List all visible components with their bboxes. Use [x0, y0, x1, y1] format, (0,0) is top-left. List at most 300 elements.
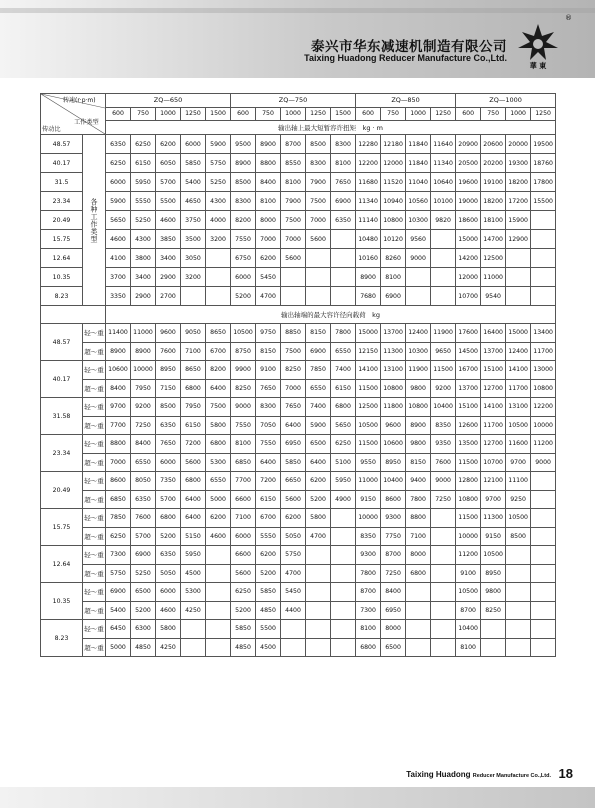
- torque-value-cell: 6350: [106, 135, 131, 154]
- torque-value-cell: 4600: [156, 211, 181, 230]
- radial-value-cell: 5200: [231, 601, 256, 620]
- radial-value-cell: 7100: [406, 527, 431, 546]
- radial-value-cell: 6200: [306, 472, 331, 491]
- radial-value-cell: 7050: [256, 416, 281, 435]
- torque-value-cell: [331, 249, 356, 268]
- radial-ratio-cell: 12.64: [41, 546, 83, 583]
- torque-value-cell: 20900: [456, 135, 481, 154]
- torque-value-cell: 12180: [381, 135, 406, 154]
- radial-value-cell: 11300: [481, 509, 506, 528]
- radial-value-cell: 5200: [156, 527, 181, 546]
- load-type-cell: 超～重: [83, 416, 106, 435]
- torque-value-cell: [531, 211, 556, 230]
- corner-ratio-label: 传动比: [42, 126, 61, 133]
- radial-value-cell: 12400: [506, 342, 531, 361]
- torque-value-cell: 8500: [306, 135, 331, 154]
- radial-value-cell: 5850: [281, 453, 306, 472]
- radial-value-cell: 11500: [356, 379, 381, 398]
- radial-value-cell: 9100: [256, 361, 281, 380]
- radial-value-cell: 7100: [231, 509, 256, 528]
- torque-value-cell: 10480: [356, 230, 381, 249]
- radial-value-cell: 10500: [456, 583, 481, 602]
- torque-value-cell: 12500: [481, 249, 506, 268]
- torque-value-cell: 15900: [506, 211, 531, 230]
- radial-value-cell: 10500: [506, 416, 531, 435]
- torque-value-cell: 19500: [531, 135, 556, 154]
- radial-value-cell: [431, 546, 456, 565]
- radial-value-cell: 8650: [181, 361, 206, 380]
- torque-value-cell: 11840: [406, 135, 431, 154]
- footer-company-main: Taixing Huadong: [406, 770, 471, 779]
- radial-value-cell: 10400: [456, 620, 481, 639]
- speed-header: 750: [381, 107, 406, 121]
- radial-value-cell: 15100: [456, 398, 481, 417]
- radial-value-cell: 4500: [256, 638, 281, 657]
- radial-value-cell: 6900: [306, 342, 331, 361]
- radial-value-cell: 9000: [231, 398, 256, 417]
- torque-value-cell: 3800: [131, 249, 156, 268]
- registered-mark: ®: [565, 14, 572, 22]
- torque-value-cell: 8700: [281, 135, 306, 154]
- speed-header: 600: [231, 107, 256, 121]
- radial-value-cell: 8150: [406, 453, 431, 472]
- radial-value-cell: 9700: [481, 490, 506, 509]
- torque-value-cell: 10300: [406, 211, 431, 230]
- radial-value-cell: 10800: [381, 379, 406, 398]
- radial-value-cell: 13700: [481, 342, 506, 361]
- radial-value-cell: 17600: [456, 324, 481, 343]
- corner-speed-label: 转速(r·p·m): [63, 97, 96, 104]
- radial-value-cell: 6400: [281, 416, 306, 435]
- radial-value-cell: [506, 583, 531, 602]
- logo-text: 華 東: [529, 62, 547, 70]
- radial-value-cell: [506, 546, 531, 565]
- torque-value-cell: 12000: [456, 268, 481, 287]
- torque-value-cell: 6000: [106, 173, 131, 192]
- radial-value-cell: 6800: [206, 435, 231, 454]
- radial-value-cell: 13100: [506, 398, 531, 417]
- radial-value-cell: 8150: [256, 342, 281, 361]
- radial-ratio-cell: 20.49: [41, 472, 83, 509]
- radial-value-cell: 5400: [106, 601, 131, 620]
- load-type-cell: 轻～重: [83, 472, 106, 491]
- torque-value-cell: 3700: [106, 268, 131, 287]
- torque-value-cell: 3200: [181, 268, 206, 287]
- radial-value-cell: 7600: [431, 453, 456, 472]
- radial-value-cell: 7550: [231, 416, 256, 435]
- torque-value-cell: 4700: [256, 287, 281, 306]
- radial-value-cell: 7400: [331, 361, 356, 380]
- torque-value-cell: 5700: [156, 173, 181, 192]
- torque-value-cell: 8260: [381, 249, 406, 268]
- radial-value-cell: 10700: [481, 453, 506, 472]
- radial-value-cell: [531, 620, 556, 639]
- footer-company: [406, 770, 551, 779]
- radial-value-cell: 5850: [231, 620, 256, 639]
- radial-value-cell: 12100: [481, 472, 506, 491]
- radial-ratio-cell: 40.17: [41, 361, 83, 398]
- torque-value-cell: 8000: [256, 211, 281, 230]
- radial-value-cell: 7850: [106, 509, 131, 528]
- radial-value-cell: 16400: [481, 324, 506, 343]
- speed-header: 1250: [531, 107, 556, 121]
- radial-value-cell: [331, 546, 356, 565]
- torque-value-cell: [531, 230, 556, 249]
- torque-value-cell: 3400: [156, 249, 181, 268]
- torque-value-cell: 4300: [131, 230, 156, 249]
- torque-value-cell: [431, 268, 456, 287]
- radial-value-cell: [431, 509, 456, 528]
- radial-value-cell: 7800: [356, 564, 381, 583]
- radial-value-cell: 7150: [156, 379, 181, 398]
- radial-value-cell: 8500: [156, 398, 181, 417]
- radial-value-cell: 10000: [131, 361, 156, 380]
- radial-ratio-cell: 15.75: [41, 509, 83, 546]
- radial-value-cell: 6250: [106, 527, 131, 546]
- radial-value-cell: 8400: [381, 583, 406, 602]
- radial-value-cell: 8100: [456, 638, 481, 657]
- torque-value-cell: 6050: [156, 154, 181, 173]
- radial-value-cell: [331, 620, 356, 639]
- radial-value-cell: 6350: [156, 416, 181, 435]
- radial-value-cell: 8400: [106, 379, 131, 398]
- torque-value-cell: 5200: [231, 287, 256, 306]
- radial-value-cell: 4900: [331, 490, 356, 509]
- speed-header: 1250: [431, 107, 456, 121]
- radial-value-cell: 7100: [181, 342, 206, 361]
- radial-value-cell: [506, 564, 531, 583]
- ratio-cell: 23.34: [41, 192, 83, 211]
- load-type-cell: 超～重: [83, 453, 106, 472]
- radial-value-cell: 11900: [431, 324, 456, 343]
- radial-value-cell: 6800: [181, 472, 206, 491]
- radial-value-cell: 8650: [206, 324, 231, 343]
- ratio-cell: 31.5: [41, 173, 83, 192]
- torque-value-cell: 10640: [431, 173, 456, 192]
- radial-value-cell: 9700: [106, 398, 131, 417]
- radial-value-cell: [406, 583, 431, 602]
- speed-header: 600: [356, 107, 381, 121]
- radial-value-cell: 5800: [306, 509, 331, 528]
- radial-value-cell: [431, 527, 456, 546]
- radial-value-cell: [531, 601, 556, 620]
- torque-value-cell: 4000: [206, 211, 231, 230]
- ratio-cell: 15.75: [41, 230, 83, 249]
- radial-value-cell: 5000: [106, 638, 131, 657]
- radial-value-cell: [331, 583, 356, 602]
- radial-value-cell: 6400: [181, 509, 206, 528]
- torque-value-cell: [506, 268, 531, 287]
- radial-value-cell: [181, 638, 206, 657]
- radial-value-cell: 9200: [131, 398, 156, 417]
- torque-value-cell: 8900: [231, 154, 256, 173]
- radial-value-cell: [406, 620, 431, 639]
- radial-value-cell: 8750: [231, 342, 256, 361]
- radial-value-cell: 11900: [406, 361, 431, 380]
- radial-value-cell: 7500: [281, 342, 306, 361]
- radial-value-cell: [206, 601, 231, 620]
- radial-value-cell: 10600: [381, 435, 406, 454]
- torque-value-cell: 19000: [456, 192, 481, 211]
- torque-value-cell: [306, 249, 331, 268]
- radial-value-cell: 4850: [131, 638, 156, 657]
- torque-value-cell: 19100: [481, 173, 506, 192]
- torque-value-cell: 6350: [331, 211, 356, 230]
- page-number: 18: [558, 766, 573, 781]
- speed-header: 1500: [206, 107, 231, 121]
- torque-value-cell: 8300: [331, 135, 356, 154]
- radial-value-cell: 8950: [481, 564, 506, 583]
- page-footer: [0, 764, 595, 784]
- radial-value-cell: [531, 546, 556, 565]
- radial-value-cell: 8200: [206, 361, 231, 380]
- radial-value-cell: [406, 638, 431, 657]
- radial-value-cell: 5700: [156, 490, 181, 509]
- load-type-cell: 轻～重: [83, 324, 106, 343]
- radial-value-cell: [481, 620, 506, 639]
- torque-value-cell: 12200: [356, 154, 381, 173]
- torque-value-cell: [531, 268, 556, 287]
- torque-value-cell: 7000: [256, 230, 281, 249]
- radial-value-cell: 8700: [356, 583, 381, 602]
- radial-value-cell: 9200: [431, 379, 456, 398]
- torque-value-cell: 8100: [381, 268, 406, 287]
- radial-value-cell: 6250: [231, 583, 256, 602]
- radial-value-cell: [431, 620, 456, 639]
- torque-value-cell: 7680: [356, 287, 381, 306]
- torque-value-cell: 3750: [181, 211, 206, 230]
- torque-value-cell: [206, 249, 231, 268]
- radial-value-cell: 11700: [506, 379, 531, 398]
- radial-value-cell: [481, 638, 506, 657]
- radial-value-cell: 5200: [131, 601, 156, 620]
- torque-value-cell: 8100: [331, 154, 356, 173]
- load-type-cell: 超～重: [83, 601, 106, 620]
- ratio-cell: 48.57: [41, 135, 83, 154]
- torque-value-cell: [206, 268, 231, 287]
- radial-value-cell: 7250: [131, 416, 156, 435]
- radial-value-cell: 5100: [331, 453, 356, 472]
- radial-value-cell: 7800: [331, 324, 356, 343]
- radial-value-cell: 6000: [231, 527, 256, 546]
- radial-value-cell: 7400: [306, 398, 331, 417]
- radial-value-cell: 6400: [306, 453, 331, 472]
- radial-value-cell: 9050: [181, 324, 206, 343]
- radial-value-cell: 9600: [381, 416, 406, 435]
- radial-ratio-cell: 31.58: [41, 398, 83, 435]
- speed-header: 1000: [281, 107, 306, 121]
- table-corner-cell: [41, 94, 106, 135]
- torque-value-cell: 3400: [131, 268, 156, 287]
- radial-value-cell: [181, 620, 206, 639]
- torque-value-cell: 5950: [131, 173, 156, 192]
- speed-header: 750: [256, 107, 281, 121]
- radial-value-cell: 6550: [331, 342, 356, 361]
- radial-value-cell: 6250: [331, 435, 356, 454]
- radial-value-cell: 5300: [206, 453, 231, 472]
- speed-header: 1250: [306, 107, 331, 121]
- radial-value-cell: [406, 601, 431, 620]
- torque-value-cell: 6250: [131, 135, 156, 154]
- radial-value-cell: 13700: [456, 379, 481, 398]
- torque-value-cell: [331, 287, 356, 306]
- header-stripe: [0, 8, 595, 13]
- radial-ratio-cell: 48.57: [41, 324, 83, 361]
- radial-value-cell: 6550: [206, 472, 231, 491]
- radial-value-cell: 8100: [356, 620, 381, 639]
- radial-value-cell: 10600: [106, 361, 131, 380]
- model-header: ZQ—650: [106, 94, 231, 108]
- radial-value-cell: 8350: [431, 416, 456, 435]
- radial-value-cell: 8250: [281, 361, 306, 380]
- torque-value-cell: 5400: [181, 173, 206, 192]
- radial-value-cell: 7600: [131, 509, 156, 528]
- torque-value-cell: 11340: [431, 154, 456, 173]
- torque-value-cell: 11000: [481, 268, 506, 287]
- radial-value-cell: 8600: [106, 472, 131, 491]
- radial-value-cell: 6000: [156, 453, 181, 472]
- radial-value-cell: 7250: [381, 564, 406, 583]
- radial-value-cell: 6800: [406, 564, 431, 583]
- radial-value-cell: [206, 564, 231, 583]
- radial-value-cell: 8950: [381, 453, 406, 472]
- torque-value-cell: [331, 268, 356, 287]
- torque-value-cell: 5250: [131, 211, 156, 230]
- load-type-cell: 轻～重: [83, 398, 106, 417]
- radial-value-cell: 5800: [156, 620, 181, 639]
- torque-value-cell: 11520: [381, 173, 406, 192]
- radial-value-cell: 16700: [456, 361, 481, 380]
- ratio-cell: 8.23: [41, 287, 83, 306]
- torque-value-cell: 4300: [206, 192, 231, 211]
- radial-value-cell: 8850: [281, 324, 306, 343]
- spec-table-wrapper: [40, 93, 555, 657]
- radial-value-cell: 10500: [481, 546, 506, 565]
- torque-value-cell: 2700: [156, 287, 181, 306]
- radial-value-cell: 8000: [406, 546, 431, 565]
- torque-value-cell: 5600: [306, 230, 331, 249]
- radial-value-cell: 12400: [406, 324, 431, 343]
- radial-value-cell: 5550: [256, 527, 281, 546]
- torque-value-cell: 10160: [356, 249, 381, 268]
- radial-value-cell: 13400: [531, 324, 556, 343]
- radial-value-cell: [531, 583, 556, 602]
- speed-header: 750: [131, 107, 156, 121]
- radial-value-cell: 13700: [381, 324, 406, 343]
- radial-value-cell: 5950: [331, 472, 356, 491]
- torque-value-cell: [531, 287, 556, 306]
- radial-value-cell: 9300: [381, 509, 406, 528]
- radial-value-cell: 7750: [381, 527, 406, 546]
- radial-value-cell: 6200: [281, 509, 306, 528]
- torque-value-cell: 15000: [456, 230, 481, 249]
- radial-value-cell: [306, 638, 331, 657]
- torque-value-cell: 11340: [356, 192, 381, 211]
- torque-section-title: 输出轴上最大短暂容许扭矩 kg · m: [106, 121, 556, 135]
- radial-value-cell: [206, 638, 231, 657]
- radial-value-cell: 7500: [206, 398, 231, 417]
- radial-value-cell: 8100: [231, 435, 256, 454]
- radial-value-cell: 6850: [106, 490, 131, 509]
- radial-value-cell: 7650: [256, 379, 281, 398]
- radial-value-cell: 11500: [456, 509, 481, 528]
- speed-header: 1000: [506, 107, 531, 121]
- radial-value-cell: 11000: [131, 324, 156, 343]
- radial-value-cell: 6200: [206, 509, 231, 528]
- radial-value-cell: 12800: [456, 472, 481, 491]
- radial-value-cell: 9400: [406, 472, 431, 491]
- speed-header: 1000: [156, 107, 181, 121]
- radial-value-cell: 6200: [256, 546, 281, 565]
- radial-value-cell: 6800: [356, 638, 381, 657]
- torque-value-cell: 2900: [156, 268, 181, 287]
- footer-bar: [0, 787, 595, 808]
- torque-value-cell: 5450: [256, 268, 281, 287]
- radial-value-cell: 5250: [131, 564, 156, 583]
- radial-value-cell: 11700: [481, 416, 506, 435]
- radial-value-cell: 8950: [156, 361, 181, 380]
- radial-value-cell: 8400: [131, 435, 156, 454]
- torque-value-cell: 7650: [331, 173, 356, 192]
- radial-value-cell: 9550: [356, 453, 381, 472]
- radial-value-cell: [281, 638, 306, 657]
- torque-value-cell: 17200: [506, 192, 531, 211]
- speed-header: 1000: [406, 107, 431, 121]
- torque-value-cell: 3850: [156, 230, 181, 249]
- radial-value-cell: 8250: [231, 379, 256, 398]
- company-name-cn: 泰兴市华东减速机制造有限公司: [311, 39, 507, 55]
- radial-value-cell: [206, 546, 231, 565]
- radial-value-cell: 11800: [381, 398, 406, 417]
- radial-value-cell: 10500: [506, 509, 531, 528]
- torque-value-cell: 8500: [231, 173, 256, 192]
- torque-value-cell: 12000: [381, 154, 406, 173]
- radial-value-cell: 5700: [131, 527, 156, 546]
- radial-value-cell: 8700: [381, 546, 406, 565]
- model-header: ZQ—1000: [456, 94, 556, 108]
- radial-value-cell: 9250: [506, 490, 531, 509]
- radial-value-cell: 7300: [106, 546, 131, 565]
- radial-value-cell: 8250: [481, 601, 506, 620]
- radial-value-cell: 7200: [256, 472, 281, 491]
- radial-value-cell: [531, 472, 556, 491]
- radial-value-cell: 12200: [531, 398, 556, 417]
- torque-value-cell: [406, 268, 431, 287]
- torque-value-cell: 5900: [206, 135, 231, 154]
- torque-value-cell: 20500: [456, 154, 481, 173]
- radial-value-cell: 6350: [156, 546, 181, 565]
- radial-value-cell: 12700: [481, 379, 506, 398]
- radial-value-cell: 10300: [406, 342, 431, 361]
- radial-value-cell: [306, 601, 331, 620]
- radial-ratio-cell: 8.23: [41, 620, 83, 657]
- radial-value-cell: 4250: [181, 601, 206, 620]
- torque-value-cell: 9820: [431, 211, 456, 230]
- radial-value-cell: 14100: [506, 361, 531, 380]
- radial-value-cell: 8900: [406, 416, 431, 435]
- radial-value-cell: [506, 620, 531, 639]
- torque-value-cell: 9560: [406, 230, 431, 249]
- radial-value-cell: 9150: [481, 527, 506, 546]
- radial-value-cell: 14500: [456, 342, 481, 361]
- radial-value-cell: 6950: [381, 601, 406, 620]
- radial-value-cell: 6350: [131, 490, 156, 509]
- torque-value-cell: [281, 287, 306, 306]
- ratio-cell: 20.49: [41, 211, 83, 230]
- radial-value-cell: 6900: [106, 583, 131, 602]
- radial-value-cell: 6900: [131, 546, 156, 565]
- radial-value-cell: [431, 564, 456, 583]
